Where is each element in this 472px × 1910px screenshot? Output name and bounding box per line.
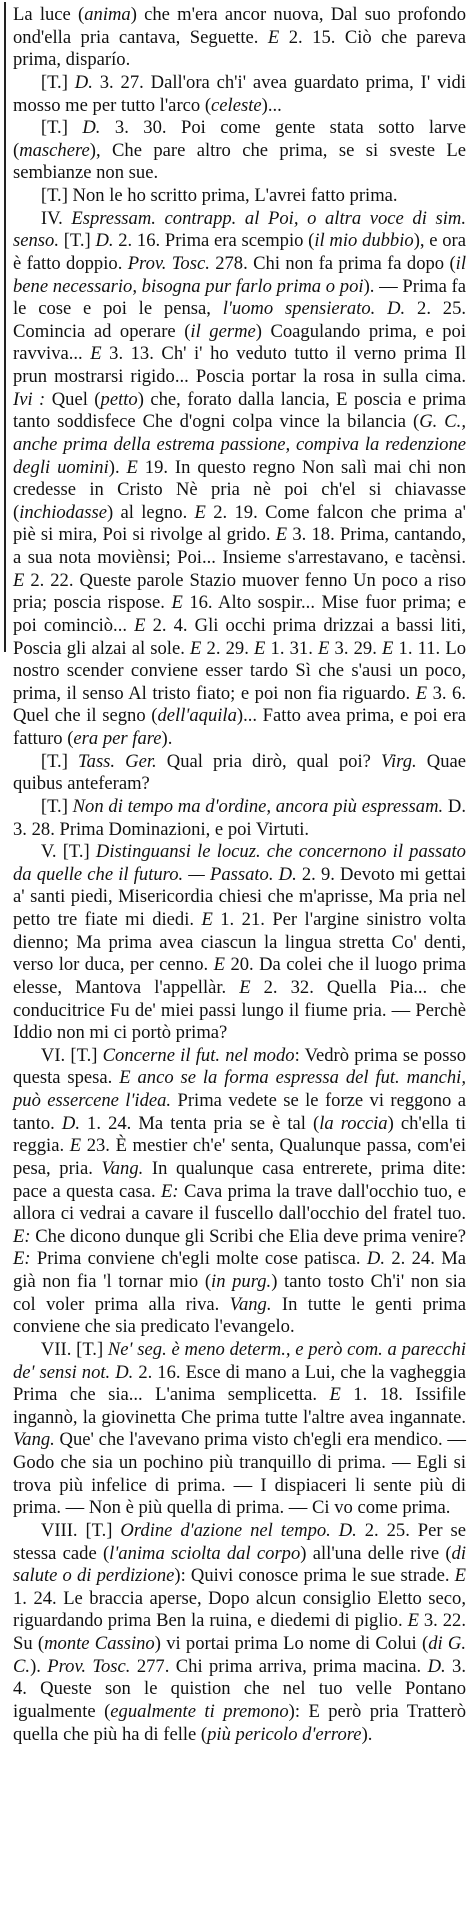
entry-paragraph — [13, 751, 466, 796]
italic-run: E — [134, 614, 146, 636]
text-run: ) Coagulando prima, e poi ravviva... — [13, 320, 466, 365]
italic-run: Prov. Tosc. — [127, 252, 210, 274]
text-run: ) al legno. — [107, 501, 195, 523]
italic-run: E — [126, 456, 138, 478]
italic-run: l'anima sciolta dal corpo — [109, 1542, 301, 1564]
text-run: ). — [108, 456, 127, 478]
italic-run: Concerne il fut. nel modo — [102, 1044, 295, 1066]
italic-run: Vang. — [13, 1429, 55, 1451]
text-run: 2. 25. Per se stessa cade ( — [13, 1519, 467, 1564]
text-run: ) vi portai prima Lo nome di Colui ( — [154, 1633, 429, 1654]
entry-paragraph — [13, 841, 466, 1045]
text-run: [T.] — [40, 117, 83, 139]
italic-run: D. — [427, 1655, 446, 1677]
text-run: 2. 15. Ciò che pareva prima, disparío. — [13, 26, 466, 71]
text-run: [T.] — [40, 795, 73, 817]
text-run: 2. 29. — [201, 637, 255, 659]
italic-run: E — [454, 1565, 466, 1587]
italic-run: G. C., anche prima della estrema passione, compiva la redenzione degli uomini — [13, 411, 466, 478]
text-run: VI. [T.] — [40, 1044, 103, 1066]
text-run: VIII. [T.] — [40, 1519, 121, 1541]
italic-run: E — [13, 569, 25, 591]
italic-run: E anco se la forma espressa del fut. manchi, può essercene l'idea. — [13, 1067, 466, 1111]
italic-run: D. — [61, 1112, 80, 1134]
text-run: Que' che l'avevano prima visto ch'egli era mendico. — Godo che sia un pochino più tranquillo di prima. — Egli si trova più infelice di prima. — I dispiaceri li sente più di prima. — Non è più quella di prima. — Ci vo come prima. — [13, 1429, 466, 1519]
text-run: VII. [T.] — [40, 1338, 108, 1360]
entry-paragraph — [13, 1339, 466, 1520]
text-run: ). — Prima fa le cose e poi le pensa, — [13, 275, 466, 320]
text-run: La luce ( — [13, 4, 85, 25]
italic-run: D. — [366, 1248, 385, 1270]
text-run: ): Quivi conosce prima le sue strade. — [174, 1565, 455, 1587]
text-run: ) ch'ella ti reggia. — [13, 1112, 466, 1157]
text-run: 3. 22. Su ( — [13, 1610, 466, 1654]
text-run: ). — [361, 1723, 373, 1745]
text-run: 23. È mestier ch'e' senta, Qualunque passa, com'ei pesa, pria. — [13, 1135, 466, 1179]
italic-run: E — [69, 1135, 82, 1157]
text-run: D. 3. 28. Prima Dominazioni, e poi Virtuti. — [13, 795, 466, 840]
italic-run: D. — [95, 230, 114, 252]
text-run: 2. 24. Ma già non fia 'l tornar mio ( — [13, 1248, 466, 1292]
entry-paragraph — [13, 1045, 466, 1339]
text-run: In qualunque casa entrerete, prima dite: pace a questa casa. — [13, 1157, 466, 1202]
italic-run: l'uomo spensierato. D. — [222, 298, 406, 320]
text-run: 2. 22. Queste parole Stazio muover fenno Un poco a riso pria; poscia rispose. — [13, 569, 466, 614]
entry-paragraph — [13, 1520, 466, 1746]
text-run: 3. 13. Ch' i' ho veduto tutto il verno prima Il prun mostrarsi rigido... Poscia portar la rosa in sulla cima. — [13, 343, 466, 387]
entry-paragraph — [13, 4, 466, 72]
text-run: 2. 25. Comincia ad operare ( — [13, 298, 467, 342]
text-run: ): E però pria Tratterò quella che più ha di felle ( — [13, 1700, 467, 1745]
entry-paragraph — [13, 208, 466, 751]
italic-run: D. — [74, 71, 93, 93]
italic-run: il germe — [190, 320, 256, 342]
entry-paragraph — [13, 72, 466, 117]
text-run: In tutte le genti prima conviene che sia predicato l'evangelo. — [13, 1293, 466, 1338]
italic-run: la roccia — [319, 1112, 388, 1134]
text-run: Quae quibus anteferam? — [13, 750, 466, 795]
italic-run: di salute o di perdizione — [13, 1542, 466, 1587]
text-run: 20. Da colei che il luogo prima elesse, Mantova l'appellàr. — [13, 954, 466, 998]
text-run: 3. 30. Poi come gente stata sotto larve ( — [13, 117, 466, 161]
text-run: 3. 4. Queste son le quistion che nel tuo velle Pontano igualmente ( — [13, 1655, 466, 1722]
italic-run: Non di tempo ma d'ordine, ancora più espressam. — [72, 795, 444, 817]
text-run: Qual pria dirò, qual poi? — [156, 750, 382, 772]
text-run: )... Fatto avea prima, e poi era fatturo ( — [13, 705, 466, 749]
text-run: 277. Chi prima arriva, prima macina. — [130, 1655, 428, 1677]
italic-run: E — [90, 343, 102, 365]
text-run: ). — [30, 1655, 48, 1677]
entry-paragraph — [13, 185, 466, 208]
text-run: 1. 24. Ma tenta pria se è tal ( — [79, 1112, 320, 1134]
text-run: Che dicono dunque gli Scribi che Elia deve prima venire? — [30, 1225, 466, 1247]
entry-paragraph — [13, 796, 466, 841]
italic-run: E — [213, 954, 226, 976]
text-run: [T.] — [40, 750, 79, 772]
italic-run: E — [275, 524, 288, 546]
italic-run: Distinguansi le locuz. che concernono il passato da quelle che il futuro. — Passato. D. — [13, 841, 466, 885]
text-run: [T.] Non le ho scritto prima, L'avrei fatto prima. — [40, 185, 398, 206]
text-run: IV. — [40, 207, 72, 229]
text-run: ) all'una delle rive ( — [300, 1542, 452, 1564]
italic-run: E: — [13, 1248, 31, 1270]
text-run: )... — [261, 94, 282, 116]
italic-run: il bene necessario, bisogna pur farlo prima o poi — [13, 252, 467, 297]
italic-run: era per fare — [73, 728, 162, 749]
italic-run: E — [171, 592, 183, 614]
italic-run: maschere — [19, 139, 90, 161]
italic-run: egualmente ti premono — [110, 1700, 289, 1722]
italic-run: E — [254, 637, 266, 659]
italic-run: Espressam. contrapp. al Poi, o altra voce di sim. senso. — [13, 207, 466, 252]
italic-run: in purg. — [211, 1271, 272, 1292]
italic-run: E: — [13, 1225, 31, 1247]
text-run: 1. 18. Issifile ingannò, la giovinetta Che prima tutte l'altre avea ingannate. — [13, 1384, 466, 1428]
text-run: 2. 16. Esce di mano a Lui, che la vagheggia Prima che sia... L'anima semplicetta. — [13, 1361, 466, 1406]
italic-run: il mio dubbio — [314, 230, 414, 252]
italic-run: celeste — [211, 94, 262, 116]
italic-run: Ne' seg. è meno determ., e però com. a parecchi de' sensi not. D. — [13, 1338, 466, 1383]
italic-run: dell'aquila — [157, 705, 237, 727]
entry-paragraph — [13, 117, 466, 185]
text-run: Prima conviene ch'egli molte cose patisca. — [30, 1248, 367, 1270]
text-run: ) che m'era ancor nuova, Dal suo profondo ond'ella pria cantava, Seguette. — [13, 4, 466, 48]
text-run: 3. 18. Prima, cantando, a sua nota moviènsi; Poi... Insieme s'arrestavano, e tacènsi. — [13, 524, 467, 568]
dictionary-entry-text — [13, 4, 466, 1746]
italic-run: Ordine d'azione nel tempo. D. — [120, 1519, 357, 1541]
italic-run: Prov. Tosc. — [47, 1655, 131, 1677]
text-run: ) tanto tosto Ch'i' non sia col voler prima alla riva. — [13, 1271, 467, 1315]
italic-run: D. — [82, 117, 101, 139]
italic-run: E — [415, 682, 428, 704]
text-run: 19. In questo regno Non salì mai chi non credesse in Cristo Nè pria nè poi ch'el si chiavasse ( — [13, 456, 467, 523]
text-run: Cava prima la trave dall'occhio tuo, e allora ci vedrai a cavare il fuscello dall'occhio del fratel tuo. — [13, 1180, 466, 1225]
text-run: ). — [161, 728, 173, 749]
text-run: Prima vedete se le forze vi reggono a tanto. — [13, 1090, 467, 1134]
text-run: 2. 32. Quella Pia... che conducitrice Fu de' miei passi lungo il fiume pria. — Perchè Iddio non mi ci portò prima? — [13, 976, 467, 1044]
text-run: 1. 21. Per l'argine sinistro volta dienno; Ma prima avea ciascun la lingua stretta Co' denti, verso lor duca, per cenno. — [13, 909, 466, 976]
text-run: 1. 11. Lo nostro scender conviene esser tardo Sì che s'ausi un poco, prima, il senso Al tristo fiato; e poi non fia riguardo. — [13, 637, 466, 704]
text-run: 278. Chi non fa prima fa dopo ( — [209, 252, 456, 274]
italic-run: E — [382, 637, 394, 659]
italic-run: Vang. — [101, 1157, 144, 1179]
text-run: 2. 4. Gli occhi prima drizzai a bassi liti, Poscia gli alzai al sole. — [13, 614, 466, 659]
text-run: 16. Alto sospir... Mise fuor prima; e poi cominciò... — [13, 592, 466, 636]
italic-run: E — [267, 26, 280, 48]
text-run: 3. 6. Quel che il segno ( — [13, 682, 466, 727]
italic-run: E — [190, 637, 202, 659]
text-run: 1. 31. — [265, 637, 319, 659]
italic-run: E — [329, 1384, 341, 1406]
italic-run: E — [239, 976, 251, 998]
text-run: 2. 16. Prima era scempio ( — [113, 230, 315, 252]
italic-run: E — [194, 501, 206, 523]
text-run: V. [T.] — [40, 841, 96, 863]
italic-run: di G. C. — [13, 1633, 466, 1677]
italic-run: Virg. — [381, 750, 417, 772]
text-run: [T.] — [40, 71, 75, 93]
text-run: 3. 27. Dall'ora ch'i' avea guardato prima, I' vidi mosso me per tutto l'arco ( — [13, 71, 466, 116]
italic-run: petto — [100, 388, 138, 410]
text-run: 1. 24. Le braccia aperse, Dopo alcun consiglio Eletto seco, riguardando prima Ben la ruina, e diedemi di piglio. — [13, 1587, 466, 1632]
italic-run: Tass. Ger. — [78, 750, 157, 772]
italic-run: Ivi : — [13, 388, 46, 410]
column-rule — [4, 2, 6, 652]
text-run: Quel ( — [45, 388, 101, 410]
italic-run: anima — [84, 4, 131, 25]
text-run: [T.] — [58, 230, 96, 252]
text-run: ), e ora è fatto doppio. — [13, 230, 466, 274]
italic-run: E — [407, 1610, 419, 1632]
text-run: ), Che pare altro che prima, se si sveste Le sembianze non sue. — [13, 139, 466, 184]
italic-run: monte Cassino — [44, 1633, 155, 1654]
text-run: 2. 9. Devoto mi gettai a' santi piedi, Misericordia chiesi che m'aprisse, Ma pria nel petto tre fiate mi diedi. — [13, 863, 466, 930]
text-run: 3. 29. — [329, 637, 383, 659]
italic-run: più pericolo d'errore — [207, 1723, 362, 1745]
italic-run: Vang. — [229, 1293, 272, 1315]
italic-run: E: — [161, 1180, 179, 1202]
italic-run: inchiodasse — [19, 501, 107, 523]
text-run: ) che, forato dalla lancia, E poscia e prima tanto soddisfece Che d'ogni colpa vince la bilancia ( — [13, 388, 467, 433]
text-run: : Vedrò prima se posso questa spesa. — [13, 1044, 466, 1089]
italic-run: E — [201, 909, 213, 930]
italic-run: E — [318, 637, 330, 659]
text-run: 2. 19. Come falcon che prima a' piè si mira, Poi si rivolge al grido. — [13, 501, 467, 546]
